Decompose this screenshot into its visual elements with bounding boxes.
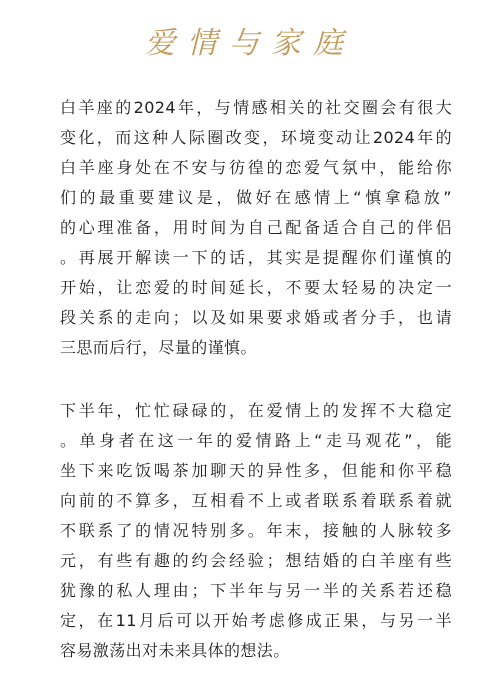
paragraph-line: 。再展开解读一下的话，其实是提醒你们谨慎的 <box>60 248 452 267</box>
paragraph-line: 元，有些有趣的约会经验；想结婚的白羊座有些 <box>60 551 452 570</box>
paragraph-line: 坐下来吃饭喝茶加聊天的异性多，但能和你平稳 <box>60 461 452 480</box>
section-title: 爱情与家庭 <box>145 26 355 61</box>
paragraph-line: 的心理准备，用时间为自己配备适合自己的伴侣 <box>60 218 452 237</box>
paragraph-2 <box>60 396 452 666</box>
paragraph-line: 下半年，忙忙碌碌的，在爱情上的发挥不大稳定 <box>60 401 452 420</box>
paragraph-line: 白羊座身处在不安与彷徨的恋爱气氛中，能给你 <box>60 158 452 177</box>
paragraph-line: 犹豫的私人理由；下半年与另一半的关系若还稳 <box>60 581 452 600</box>
paragraph-line: 定，在11月后可以开始考虑修成正果，与另一半 <box>60 611 452 630</box>
paragraph-1 <box>60 93 452 363</box>
paragraph-line: 们的最重要建议是，做好在感情上“慎拿稳放” <box>60 188 452 207</box>
paragraph-line: 白羊座的2024年，与情感相关的社交圈会有很大 <box>60 98 452 117</box>
paragraph-line: 向前的不算多，互相看不上或者联系着联系着就 <box>60 491 452 510</box>
paragraph-line: 。单身者在这一年的爱情路上“走马观花”，能 <box>60 431 452 450</box>
paragraph-line: 变化，而这种人际圈改变，环境变动让2024年的 <box>60 128 452 147</box>
paragraph-line: 三思而后行，尽量的谨慎。 <box>60 338 257 357</box>
paragraph-line: 段关系的走向；以及如果要求婚或者分手，也请 <box>60 308 452 327</box>
paragraph-line: 不联系了的情况特别多。年末，接触的人脉较多 <box>60 521 452 540</box>
paragraph-line: 容易激荡出对未来具体的想法。 <box>60 641 290 660</box>
paragraph-line: 开始，让恋爱的时间延长，不要太轻易的决定一 <box>60 278 452 297</box>
